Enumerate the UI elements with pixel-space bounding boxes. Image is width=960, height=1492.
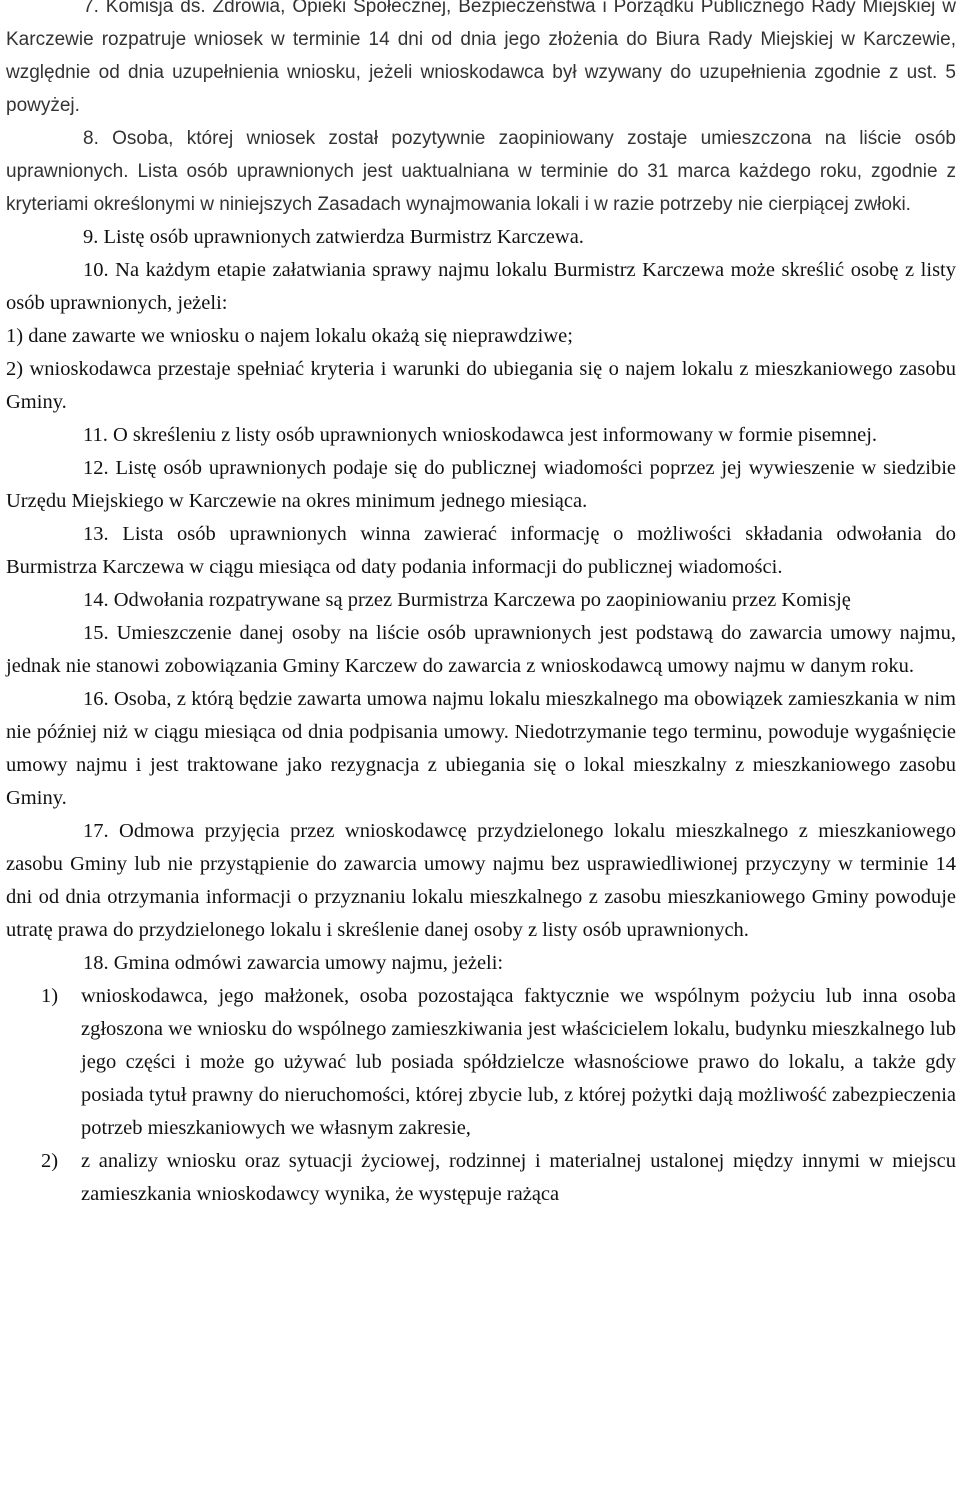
list-item-text: wnioskodawca, jego małżonek, osoba pozostająca faktycznie we wspólnym pożyciu lub inna osoba zgłoszona we wniosku do wspólnego zamieszkiwania jest właścicielem lokalu, budynku mieszkalnego lub jego części i może go używać lub posiada spółdzielcze własnościowe prawo do lokalu, a także gdy posiada tytuł prawny do nieruchomości, której zbycie lub, z której pożytki dają możliwość zabezpieczenia potrzeb mieszkaniowych we własnym zakresie, xyxy=(81,985,956,1139)
list-item-marker: 1) xyxy=(41,985,59,1007)
list-item xyxy=(6,980,956,1145)
list-item-text: z analizy wniosku oraz sytuacji życiowej, rodzinnej i materialnej ustalonej między innymi w miejscu zamieszkania wnioskodawcy wynika, że występuje rażąca xyxy=(81,1150,956,1205)
paragraph-11: 11. O skreśleniu z listy osób uprawnionych wnioskodawca jest informowany w formie pisemnej. xyxy=(83,424,878,446)
paragraph-7-lead: 7. Komisja ds. xyxy=(83,0,213,17)
paragraph-10-item-2: 2) wnioskodawca przestaje spełniać kryteria i warunki do ubiegania się o najem lokalu z mieszkaniowego zasobu Gminy. xyxy=(6,358,956,413)
paragraph-7-text: Zdrowia, Opieki Społecznej, Bezpieczeństwa i Porządku Publicznego Rady Miejskiej w Karczewie rozpatruje wniosek w terminie 14 dni od dnia jego złożenia do Biura Rady Miejskiej w Karczewie, względnie od dnia uzupełnienia wniosku, jeżeli wnioskodawca był wzywany do uzupełnienia zgodnie z ust. 5 powyżej. xyxy=(6,0,957,116)
paragraph-9: 9. Listę osób uprawnionych zatwierdza Burmistrz Karczewa. xyxy=(83,226,584,248)
paragraph-7 xyxy=(6,0,956,122)
paragraph-17: 17. Odmowa przyjęcia przez wnioskodawcę przydzielonego lokalu mieszkalnego z mieszkaniowego zasobu Gminy lub nie przystąpienie do zawarcia umowy najmu bez usprawiedliwionej przyczyny w terminie 14 dni od dnia otrzymania informacji o przyznaniu lokalu mieszkalnego z zasobu mieszkaniowego Gminy powoduje utratę prawa do przydzielonego lokalu i skreślenie danej osoby z listy osób uprawnionych. xyxy=(6,820,956,941)
paragraph-8-text: Lista osób uprawnionych jest uaktualniana w terminie do 31 marca każdego roku, zgodnie z kryteriami określonymi w niniejszych Zasadach wynajmowania lokali i w razie potrzeby nie cierpiącej zwłoki. xyxy=(6,161,956,215)
paragraph-14: 14. Odwołania rozpatrywane są przez Burmistrza Karczewa po zaopiniowaniu przez Komisję xyxy=(83,589,851,611)
paragraph-15: 15. Umieszczenie danej osoby na liście osób uprawnionych jest podstawą do zawarcia umowy najmu, jednak nie stanowi zobowiązania Gminy Karczew do zawarcia z wnioskodawcą umowy najmu w danym roku. xyxy=(6,622,956,677)
paragraph-16: 16. Osoba, z którą będzie zawarta umowa najmu lokalu mieszkalnego ma obowiązek zamieszkania w nim nie później niż w ciągu miesiąca od dnia podpisania umowy. Niedotrzymanie tego terminu, powoduje wygaśnięcie umowy najmu i jest traktowane jako rezygnacja z ubiegania się o lokal mieszkalny z mieszkaniowego zasobu Gminy. xyxy=(6,688,956,809)
paragraph-13: 13. Lista osób uprawnionych winna zawierać informację o możliwości składania odwołania do Burmistrza Karczewa w ciągu miesiąca od daty podania informacji do publicznej wiadomości. xyxy=(6,523,956,578)
document-page xyxy=(6,0,956,1211)
paragraph-8 xyxy=(6,122,956,221)
paragraph-18-list xyxy=(6,980,956,1211)
paragraph-10: 10. Na każdym etapie załatwiania sprawy najmu lokalu Burmistrz Karczewa może skreślić osobę z listy osób uprawnionych, jeżeli: xyxy=(6,259,956,314)
list-item-marker: 2) xyxy=(41,1150,59,1172)
paragraph-18: 18. Gmina odmówi zawarcia umowy najmu, jeżeli: xyxy=(83,952,504,974)
paragraph-8-sans-text: 8. Osoba, której wniosek został pozytywnie zaopiniowany zostaje umieszczona na liście osób uprawnionych. xyxy=(6,128,956,182)
paragraph-12: 12. Listę osób uprawnionych podaje się do publicznej wiadomości poprzez jej wywieszenie w siedzibie Urzędu Miejskiego w Karczewie na okres minimum jednego miesiąca. xyxy=(6,457,956,512)
list-item xyxy=(6,1145,956,1211)
paragraph-10-item-1: 1) dane zawarte we wniosku o najem lokalu okażą się nieprawdziwe; xyxy=(6,325,573,347)
